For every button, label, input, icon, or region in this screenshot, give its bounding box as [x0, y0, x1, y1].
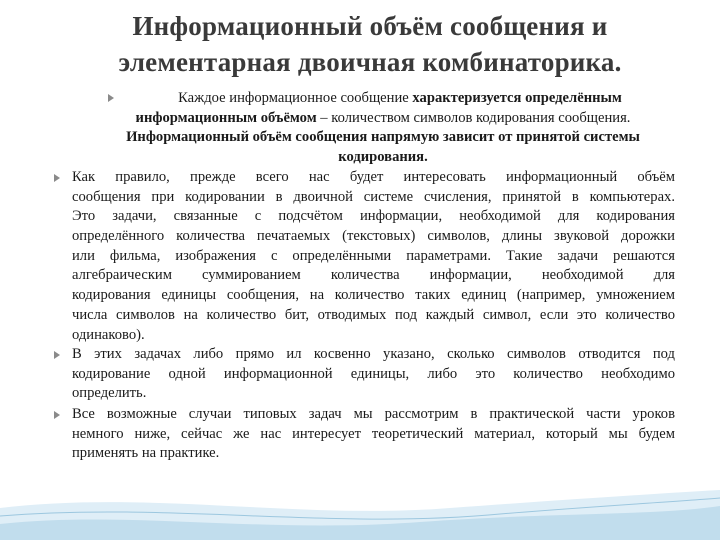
item-line: немного ниже, сейчас же нас интересует теоретический материал, который мы будем	[72, 425, 675, 442]
lead-line-3	[88, 128, 678, 148]
bullet-arrow-icon	[54, 411, 60, 419]
item-line: алгебраическим суммированием количества информации, необходимой для	[72, 267, 675, 284]
item-line: или фильма, изображения с определёнными параметрами. Такие задачи решаются	[72, 247, 675, 264]
list-item	[72, 168, 675, 345]
lead-paragraph	[88, 89, 678, 167]
lead-text: Каждое информационное сообщение	[178, 90, 413, 106]
lead-line-2	[88, 109, 678, 129]
slide-title	[60, 8, 680, 80]
lead-emphasis: характеризуется определённым	[412, 90, 622, 106]
list-item	[72, 345, 675, 404]
item-line: применять на практике.	[72, 445, 220, 462]
item-line: одинаково).	[72, 326, 145, 343]
decorative-wave	[0, 450, 720, 540]
lead-emphasis: информационным объёмом	[135, 109, 317, 126]
item-line: Как правило, прежде всего нас будет интересовать информационный объём	[72, 169, 675, 185]
item-line: кодирования единицы сообщения, на количество таких единиц (например, умножением	[72, 287, 675, 304]
lead-line-1	[88, 89, 678, 109]
lead-line-4	[88, 148, 678, 168]
lead-text: – количеством символов кодирования сообщения.	[316, 109, 631, 126]
item-line: определённого количества печатаемых (текстовых) символов, длины звуковой дорожки	[72, 228, 675, 245]
item-line: Это задачи, связанные с подсчётом информации, необходимой для кодирования	[72, 208, 675, 225]
bullet-arrow-icon	[54, 174, 60, 182]
item-line: Все возможные случаи типовых задач мы рассмотрим в практической части уроков	[72, 406, 675, 422]
lead-emphasis: Информационный объём сообщения напрямую зависит от принятой системы	[126, 129, 640, 145]
item-line: числа символов на количество бит, отводимых под каждый символ, если это количество	[72, 306, 675, 323]
title-line-1: Информационный объём сообщения и	[132, 11, 608, 41]
item-line: определить.	[72, 385, 147, 402]
item-line: В этих задачах либо прямо ил косвенно указано, сколько символов отводится под	[72, 346, 675, 362]
item-line: кодирование одной информационной единицы, либо это количество необходимо	[72, 365, 675, 382]
item-line: сообщения при кодировании в двоичной системе счисления, принятой в компьютерах.	[72, 188, 675, 205]
lead-emphasis: кодирования.	[338, 148, 428, 165]
title-line-2: элементарная двоичная комбинаторика.	[118, 47, 622, 77]
bullet-arrow-icon	[54, 351, 60, 359]
